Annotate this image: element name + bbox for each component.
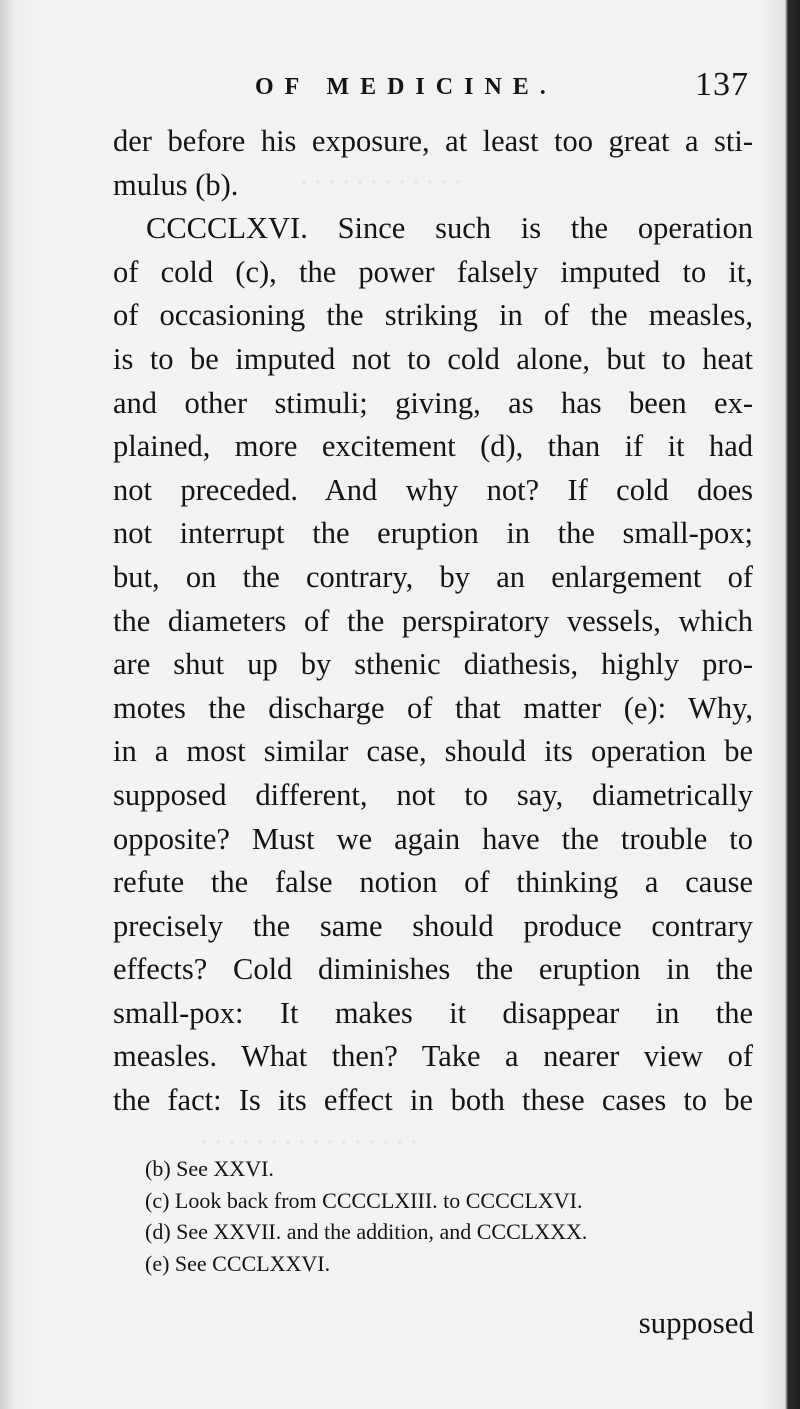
text-line: refute the false notion of thinking a cause: [113, 865, 753, 900]
text-line: precisely the same should produce contrary: [113, 908, 753, 943]
text-line: supposed different, not to say, diametrically: [113, 777, 753, 812]
footnotes: [145, 1153, 755, 1279]
footnote: (e) See CCCLXXVI.: [145, 1250, 331, 1276]
text-line: and other stimuli; giving, as has been ex-: [113, 385, 753, 420]
text-line: motes the discharge of that matter (e): Why,: [113, 690, 753, 725]
text-line: measles. What then? Take a nearer view of: [113, 1039, 753, 1074]
page-number: 137: [695, 66, 749, 103]
text-line: the fact: Is its effect in both these cases to be: [113, 1083, 753, 1118]
show-through-text: · · · · · · · · · · · ·: [300, 170, 462, 196]
text-line: but, on the contrary, by an enlargement of: [113, 559, 753, 594]
text-line: not interrupt the eruption in the small-pox;: [113, 516, 753, 551]
page-header: [255, 66, 755, 110]
text-line: not preceded. And why not? If cold does: [113, 472, 753, 507]
text-line: mulus (b).: [113, 167, 239, 202]
catchword: supposed: [638, 1305, 754, 1340]
text-line: of occasioning the striking in of the measles,: [113, 298, 753, 333]
text-line: are shut up by sthenic diathesis, highly pro-: [113, 647, 753, 682]
footnote: (b) See XXVI.: [145, 1156, 274, 1181]
show-through-text: · · · · · · · · · · · · · · · ·: [200, 1130, 418, 1156]
text-line: is to be imputed not to cold alone, but to heat: [113, 341, 753, 376]
text-line: of cold (c), the power falsely imputed to it,: [113, 254, 753, 289]
text-line: the diameters of the perspiratory vessels, which: [113, 603, 753, 638]
text-line: small-pox: It makes it disappear in the: [113, 995, 753, 1030]
text-line: der before his exposure, at least too great a sti-: [113, 124, 753, 158]
body-text: [113, 120, 753, 1123]
text-line: in a most similar case, should its operation be: [113, 734, 753, 769]
text-line: plained, more excitement (d), than if it had: [113, 429, 753, 464]
footnote: (c) Look back from CCCCLXIII. to CCCCLXVI.: [145, 1187, 583, 1213]
section-heading-line: CCCCLXVI. Since such is the operation: [146, 211, 753, 246]
footnote: (d) See XXVII. and the addition, and CCCLXXX.: [145, 1219, 588, 1244]
text-line: opposite? Must we again have the trouble to: [113, 821, 753, 856]
text-line: effects? Cold diminishes the eruption in the: [113, 952, 753, 987]
running-head: OF MEDICINE.: [255, 74, 557, 100]
